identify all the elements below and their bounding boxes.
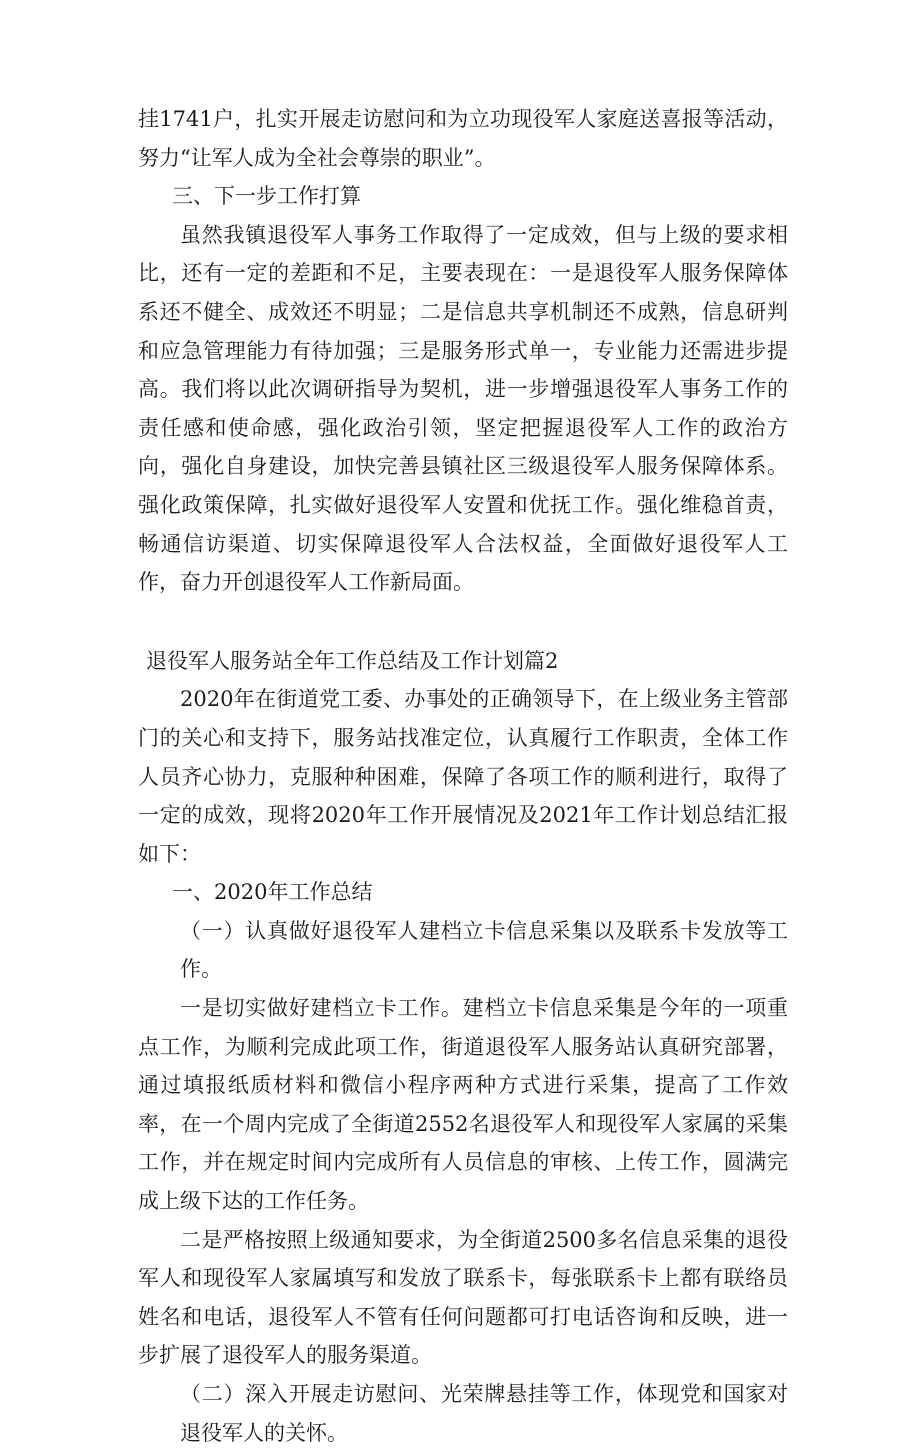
paragraph-gap <box>138 602 788 642</box>
article-title: 退役军人服务站全年工作总结及工作计划篇2 <box>146 648 559 673</box>
paragraph-continuation: 挂1741户，扎实开展走访慰问和为立功现役军人家庭送喜报等活动，努力“让军人成为全社会尊崇的职业”。 <box>138 107 788 170</box>
paragraph-intro: 2020年在街道党工委、办事处的正确领导下，在上级业务主管部门的关心和支持下，服务站找准定位，认真履行工作职责，全体工作人员齐心协力，克服种种困难，保障了各项工作的顺利进行，取得了一定的成效，现将2020年工作开展情况及2021年工作计划总结汇报如下： <box>138 687 788 866</box>
subsection-heading-2: （二）深入开展走访慰问、光荣牌悬挂等工作，体现党和国家对退役军人的关怀。 <box>180 1382 788 1445</box>
document-body <box>138 100 788 1452</box>
section-heading-summary: 一、2020年工作总结 <box>172 880 373 905</box>
paragraph-registration: 一是切实做好建档立卡工作。建档立卡信息采集是今年的一项重点工作，为顺利完成此项工作，街道退役军人服务站认真研究部署，通过填报纸质材料和微信小程序两种方式进行采集，提高了工作效率，在一个周内完成了全街道2552名退役军人和现役军人家属的采集工作，并在规定时间内完成所有人员信息的审核、上传工作，圆满完成上级下达的工作任务。 <box>138 996 788 1214</box>
section-heading-next-steps: 三、下一步工作打算 <box>172 184 361 209</box>
subsection-heading-1: （一）认真做好退役军人建档立卡信息采集以及联系卡发放等工作。 <box>180 918 788 982</box>
paragraph-contact-cards: 二是严格按照上级通知要求，为全街道2500多名信息采集的退役军人和现役军人家属填写和发放了联系卡，每张联系卡上都有联络员姓名和电话，退役军人不管有任何问题都可打电话咨询和反映，进一步扩展了退役军人的服务渠道。 <box>138 1227 788 1368</box>
paragraph-next-steps: 虽然我镇退役军人事务工作取得了一定成效，但与上级的要求相比，还有一定的差距和不足，主要表现在：一是退役军人服务保障体系还不健全、成效还不明显；二是信息共享机制还不成熟，信息研判和应急管理能力有待加强；三是服务形式单一，专业能力还需进步提高。我们将以此次调研指导为契机，进一步增强退役军人事务工作的责任感和使命感，强化政治引领，坚定把握退役军人工作的政治方向，强化自身建设，加快完善县镇社区三级退役军人服务保障体系。强化政策保障，扎实做好退役军人安置和优抚工作。强化维稳首责，畅通信访渠道、切实保障退役军人合法权益，全面做好退役军人工作，奋力开创退役军人工作新局面。 <box>138 222 788 595</box>
